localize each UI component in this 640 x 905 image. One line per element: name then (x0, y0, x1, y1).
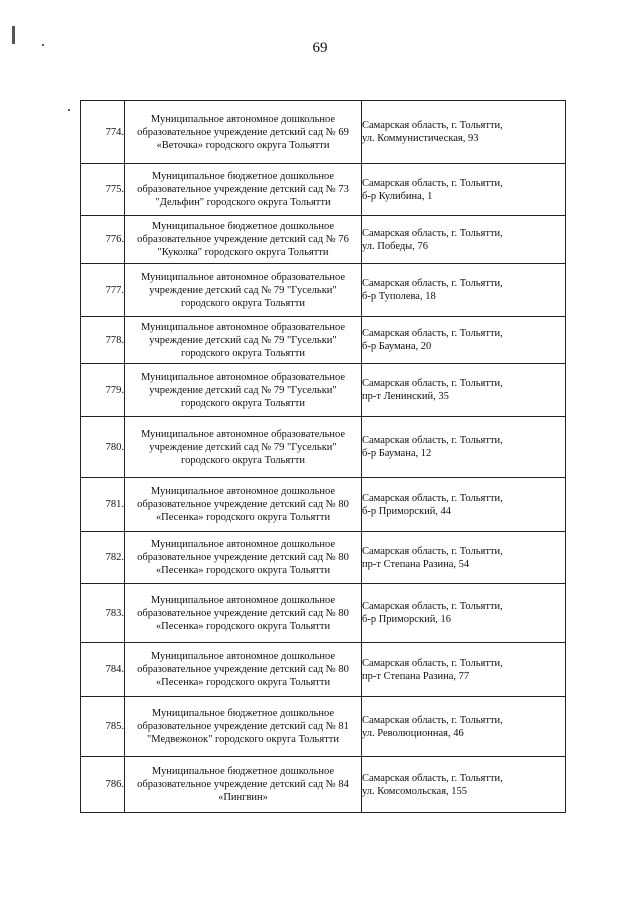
name-line: образовательное учреждение детский сад № 80 (137, 607, 349, 619)
institution-name (125, 101, 362, 164)
address-line: Самарская область, г. Тольятти, (362, 435, 503, 446)
institution-name (125, 164, 362, 216)
address-line: пр-т Степана Разина, 77 (362, 670, 470, 682)
institution-address (362, 697, 566, 757)
institution-name (125, 697, 362, 757)
address-line: Самарская область, г. Тольятти, (362, 227, 503, 239)
table-row (81, 757, 566, 813)
table-row (81, 164, 566, 216)
name-line: «Пингвин» (218, 792, 268, 803)
name-line: «Веточка» городского округа Тольятти (156, 139, 330, 151)
row-number: 784. (81, 643, 125, 697)
name-line: образовательное учреждение детский сад № 80 (137, 664, 349, 675)
name-line: Муниципальное автономное дошкольное (150, 486, 336, 497)
scan-speck (12, 26, 15, 44)
address-line: Самарская область, г. Тольятти, (362, 772, 503, 784)
address-line: б-р Баумана, 20 (362, 341, 432, 352)
name-line: образовательное учреждение детский сад № 69 (137, 126, 349, 138)
address-line: ул. Комсомольская, 155 (362, 785, 468, 797)
name-line: учреждение детский сад № 79 "Гусельки" (149, 384, 337, 396)
table-row (81, 478, 566, 532)
kindergarten-registry-table (80, 100, 566, 813)
name-line: Муниципальное автономное дошкольное (150, 651, 336, 662)
institution-name (125, 478, 362, 532)
page-number: 69 (312, 40, 328, 56)
address-line: Самарская область, г. Тольятти, (362, 278, 503, 289)
table-row (81, 643, 566, 697)
institution-name (125, 757, 362, 813)
address-line: ул. Победы, 76 (362, 240, 428, 252)
name-line: городского округа Тольятти (181, 347, 305, 359)
address-line: б-р Кулибина, 1 (362, 190, 433, 202)
institution-name (125, 417, 362, 478)
name-line: учреждение детский сад № 79 "Гусельки" (149, 441, 337, 453)
institution-address (362, 584, 566, 643)
name-line: Муниципальное автономное дошкольное (150, 113, 336, 125)
name-line: Муниципальное автономное образовательное (140, 271, 346, 283)
table-row (81, 417, 566, 478)
row-number: 775. (81, 164, 125, 216)
institution-address (362, 532, 566, 584)
table-row (81, 584, 566, 643)
name-line: "Куколка" городского округа Тольятти (157, 247, 329, 258)
table-row (81, 101, 566, 164)
name-line: городского округа Тольятти (181, 297, 305, 309)
address-line: Самарская область, г. Тольятти, (362, 120, 503, 131)
name-line: Муниципальное автономное образовательное (140, 321, 346, 333)
institution-address (362, 216, 566, 264)
address-line: пр-т Степана Разина, 54 (362, 558, 470, 570)
address-line: Самарская область, г. Тольятти, (362, 714, 503, 726)
institution-name (125, 532, 362, 584)
scan-speck (68, 109, 70, 111)
address-line: ул. Революционная, 46 (362, 727, 464, 739)
address-line: б-р Приморский, 16 (362, 614, 452, 625)
row-number: 783. (81, 584, 125, 643)
institution-address (362, 478, 566, 532)
name-line: «Песенка» городского округа Тольятти (155, 677, 331, 688)
institution-address (362, 101, 566, 164)
institution-name (125, 643, 362, 697)
address-line: Самарская область, г. Тольятти, (362, 328, 503, 339)
table-row (81, 697, 566, 757)
name-line: "Медвежонок" городского округа Тольятти (147, 734, 339, 745)
institution-address (362, 364, 566, 417)
name-line: Муниципальное бюджетное дошкольное (151, 766, 335, 777)
name-line: «Песенка» городского округа Тольятти (155, 512, 331, 523)
registry-table-body (81, 101, 566, 813)
address-line: Самарская область, г. Тольятти, (362, 378, 503, 389)
name-line: «Песенка» городского округа Тольятти (155, 565, 331, 576)
name-line: Муниципальное автономное образовательное (140, 371, 346, 383)
address-line: б-р Приморский, 44 (362, 505, 452, 517)
row-number: 777. (81, 264, 125, 317)
institution-name (125, 317, 362, 364)
name-line: учреждение детский сад № 79 "Гусельки" (149, 284, 337, 296)
address-line: Самарская область, г. Тольятти, (362, 177, 503, 189)
scan-speck (42, 44, 44, 46)
institution-name (125, 216, 362, 264)
address-line: пр-т Ленинский, 35 (362, 391, 449, 402)
name-line: Муниципальное автономное дошкольное (150, 594, 336, 606)
institution-address (362, 264, 566, 317)
row-number: 779. (81, 364, 125, 417)
address-line: Самарская область, г. Тольятти, (362, 545, 503, 557)
address-line: Самарская область, г. Тольятти, (362, 492, 503, 504)
institution-address (362, 164, 566, 216)
address-line: б-р Туполева, 18 (362, 291, 436, 302)
institution-name (125, 584, 362, 643)
name-line: Муниципальное автономное дошкольное (150, 539, 336, 550)
name-line: Муниципальное бюджетное дошкольное (151, 708, 335, 719)
institution-name (125, 364, 362, 417)
name-line: «Песенка» городского округа Тольятти (155, 620, 331, 632)
name-line: образовательное учреждение детский сад № 80 (137, 499, 349, 510)
institution-name (125, 264, 362, 317)
row-number: 778. (81, 317, 125, 364)
table-row (81, 317, 566, 364)
name-line: Муниципальное бюджетное дошкольное (151, 171, 335, 182)
name-line: образовательное учреждение детский сад № 84 (137, 779, 349, 790)
institution-address (362, 317, 566, 364)
table-row (81, 364, 566, 417)
name-line: образовательное учреждение детский сад № 81 (137, 721, 349, 732)
name-line: образовательное учреждение детский сад № 80 (137, 552, 349, 563)
row-number: 782. (81, 532, 125, 584)
address-line: ул. Коммунистическая, 93 (362, 133, 479, 144)
name-line: городского округа Тольятти (181, 397, 305, 409)
address-line: Самарская область, г. Тольятти, (362, 657, 503, 669)
table-row (81, 264, 566, 317)
institution-address (362, 643, 566, 697)
row-number: 776. (81, 216, 125, 264)
row-number: 774. (81, 101, 125, 164)
address-line: Самарская область, г. Тольятти, (362, 601, 503, 612)
name-line: учреждение детский сад № 79 "Гусельки" (149, 334, 337, 346)
institution-address (362, 757, 566, 813)
row-number: 781. (81, 478, 125, 532)
row-number: 785. (81, 697, 125, 757)
name-line: образовательное учреждение детский сад № 73 (137, 184, 349, 195)
name-line: "Дельфин" городского округа Тольятти (155, 197, 331, 208)
row-number: 786. (81, 757, 125, 813)
institution-address (362, 417, 566, 478)
address-line: б-р Баумана, 12 (362, 448, 432, 459)
name-line: городского округа Тольятти (181, 454, 305, 466)
table-row (81, 532, 566, 584)
row-number: 780. (81, 417, 125, 478)
table-row (81, 216, 566, 264)
name-line: образовательное учреждение детский сад № 76 (137, 234, 349, 245)
name-line: Муниципальное автономное образовательное (140, 428, 346, 440)
name-line: Муниципальное бюджетное дошкольное (151, 221, 335, 232)
